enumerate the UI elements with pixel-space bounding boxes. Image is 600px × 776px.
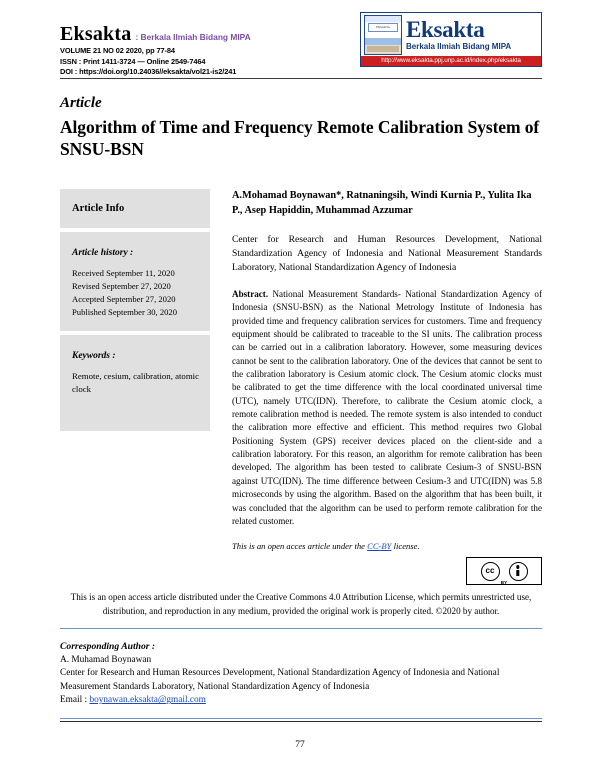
journal-identity: [60, 24, 251, 44]
abstract-column: [210, 189, 542, 585]
cc-by-link[interactable]: CC-BY: [367, 541, 392, 552]
journal-name: Eksakta: [60, 23, 132, 45]
open-access-prefix: This is an open acces article under the: [232, 541, 368, 552]
article-history-label: Article history :: [72, 247, 134, 258]
cover-footer-bar: [367, 46, 399, 52]
corresponding-author-block: [60, 641, 542, 708]
footer-divider-dark: [60, 721, 542, 722]
logo-tagline: Berkala Ilmiah Bidang MIPA: [406, 42, 512, 52]
content-columns: [60, 189, 542, 585]
volume-line: VOLUME 21 NO 02 2020, pp 77-84: [60, 46, 175, 55]
article-info-heading: Article Info: [72, 202, 125, 214]
author-list: A.Mohamad Boynawan*, Ratnaningsih, Windi Kurnia P., Yulita Ika P., Asep Hapiddin, Muhammad Azzumar: [232, 189, 532, 216]
logo-top-row: [361, 13, 541, 56]
email-label: Email :: [60, 695, 90, 706]
abstract-label: Abstract.: [232, 288, 269, 299]
affiliation: Center for Research and Human Resources Development, National Standardization Agency of Indonesia and National Measurement Standards Laboratory, National Standardization Agency of Indonesia: [232, 233, 542, 274]
journal-logo-banner: [360, 12, 542, 67]
keywords-box: [60, 335, 210, 431]
journal-subtitle: : Berkala Ilmiah Bidang MIPA: [135, 32, 251, 42]
creative-commons-badge-icon: [466, 557, 542, 585]
logo-title: Eksakta: [406, 17, 485, 43]
cc-logo-icon: cc: [481, 562, 500, 581]
abstract-paragraph: [232, 288, 542, 528]
masthead-divider: [60, 78, 542, 79]
page-number: 77: [295, 740, 305, 750]
article-info-column: [60, 189, 210, 431]
corresponding-author-email-line: [60, 694, 542, 707]
article-info-header-box: [60, 189, 210, 228]
masthead-metadata: [60, 46, 251, 78]
corresponding-author-affiliation: Center for Research and Human Resources Development, National Standardization Agency of Indonesia and National Measurement Standards Laboratory, National Standardization Agency of Indonesia: [60, 668, 500, 692]
license-text: This is an open access article distributed under the Creative Commons 4.0 Attribution License, which permits unrestricted use, distribution, and reproduction in any medium, provided the original work is properly cited. ©2020 by author.: [70, 592, 532, 617]
article-kicker: Article: [60, 95, 102, 111]
license-divider: [60, 628, 542, 629]
masthead: [60, 12, 542, 77]
article-history-box: [60, 232, 210, 331]
doi-line[interactable]: DOI : https://doi.org/10.24036//eksakta/vol21-is2/241: [60, 67, 237, 77]
history-received: Received September 11, 2020: [72, 267, 175, 278]
issn-line: ISSN : Print 1411-3724 — Online 2549-7464: [60, 56, 206, 66]
history-revised: Revised September 27, 2020: [72, 280, 171, 291]
keywords-label: Keywords :: [72, 351, 116, 362]
history-published: Published September 30, 2020: [72, 306, 178, 317]
cc-attribution-person-icon: [509, 562, 528, 581]
cover-band-label: EKSAKTA: [368, 23, 398, 32]
masthead-text-block: [60, 12, 251, 78]
corresponding-author-name: A. Muhamad Boynawan: [60, 654, 152, 665]
keywords-value: Remote, cesium, calibration, atomic clock: [72, 371, 200, 395]
cc-by-label: BY: [500, 579, 508, 585]
email-link[interactable]: boynawan.eksakta@gmail.com: [89, 695, 206, 706]
journal-url-bar[interactable]: http://www.eksakta.ppj.unp.ac.id/index.php/eksakta: [361, 56, 541, 66]
footer-divider-blue: [60, 718, 542, 719]
open-access-note: [232, 541, 542, 551]
journal-cover-thumbnail-icon: [364, 15, 402, 55]
corresponding-author-heading: Corresponding Author :: [60, 640, 156, 652]
logo-wordmark: [406, 18, 538, 52]
abstract-text: National Measurement Standards- National Standardization Agency of Indonesia (SNSU-BSN) as the National Metrology Institute of Indonesia has provided time and frequency calibration services for customers. Time and frequency equipment should be calibrated to traceable to the SI units. The calibration process can be carried out in a calibration laboratory. However, some measuring devices cannot be sent to the calibration laboratory. One of the devices that cannot be sent to the calibration laboratory is Cesium atomic clock. The Cesium atomic clocks must be calibrated to get the time difference with the local coordinated universal time (UTC), namely UTC(IDN). Therefore, to calibrate the Cesium atomic clock, a remote calibration method is needed. The remote system is also intended to conduct the calibration more effective and efficient. This method requires two Global Positioning System (GPS) receiver devices placed on the client-side and a calibration laboratory. For this reason, an algorithm for remote calibration has been developed. The algorithm has been tested to calibrate Cesium-3 of SNSU-BSN against UTC(IDN). The time difference between Cesium-3 and UTC(IDN) was 5.8 microseconds by using the algorithm. Based on the algorithm that has been built, it was concluded that the algorithm can be used to perform remote calibration for the related customer.: [232, 288, 543, 526]
page-title: Algorithm of Time and Frequency Remote Calibration System of SNSU-BSN: [60, 117, 540, 160]
cc-badge-row: [232, 557, 542, 585]
history-accepted: Accepted September 27, 2020: [72, 293, 176, 304]
open-access-suffix: license.: [391, 541, 420, 552]
